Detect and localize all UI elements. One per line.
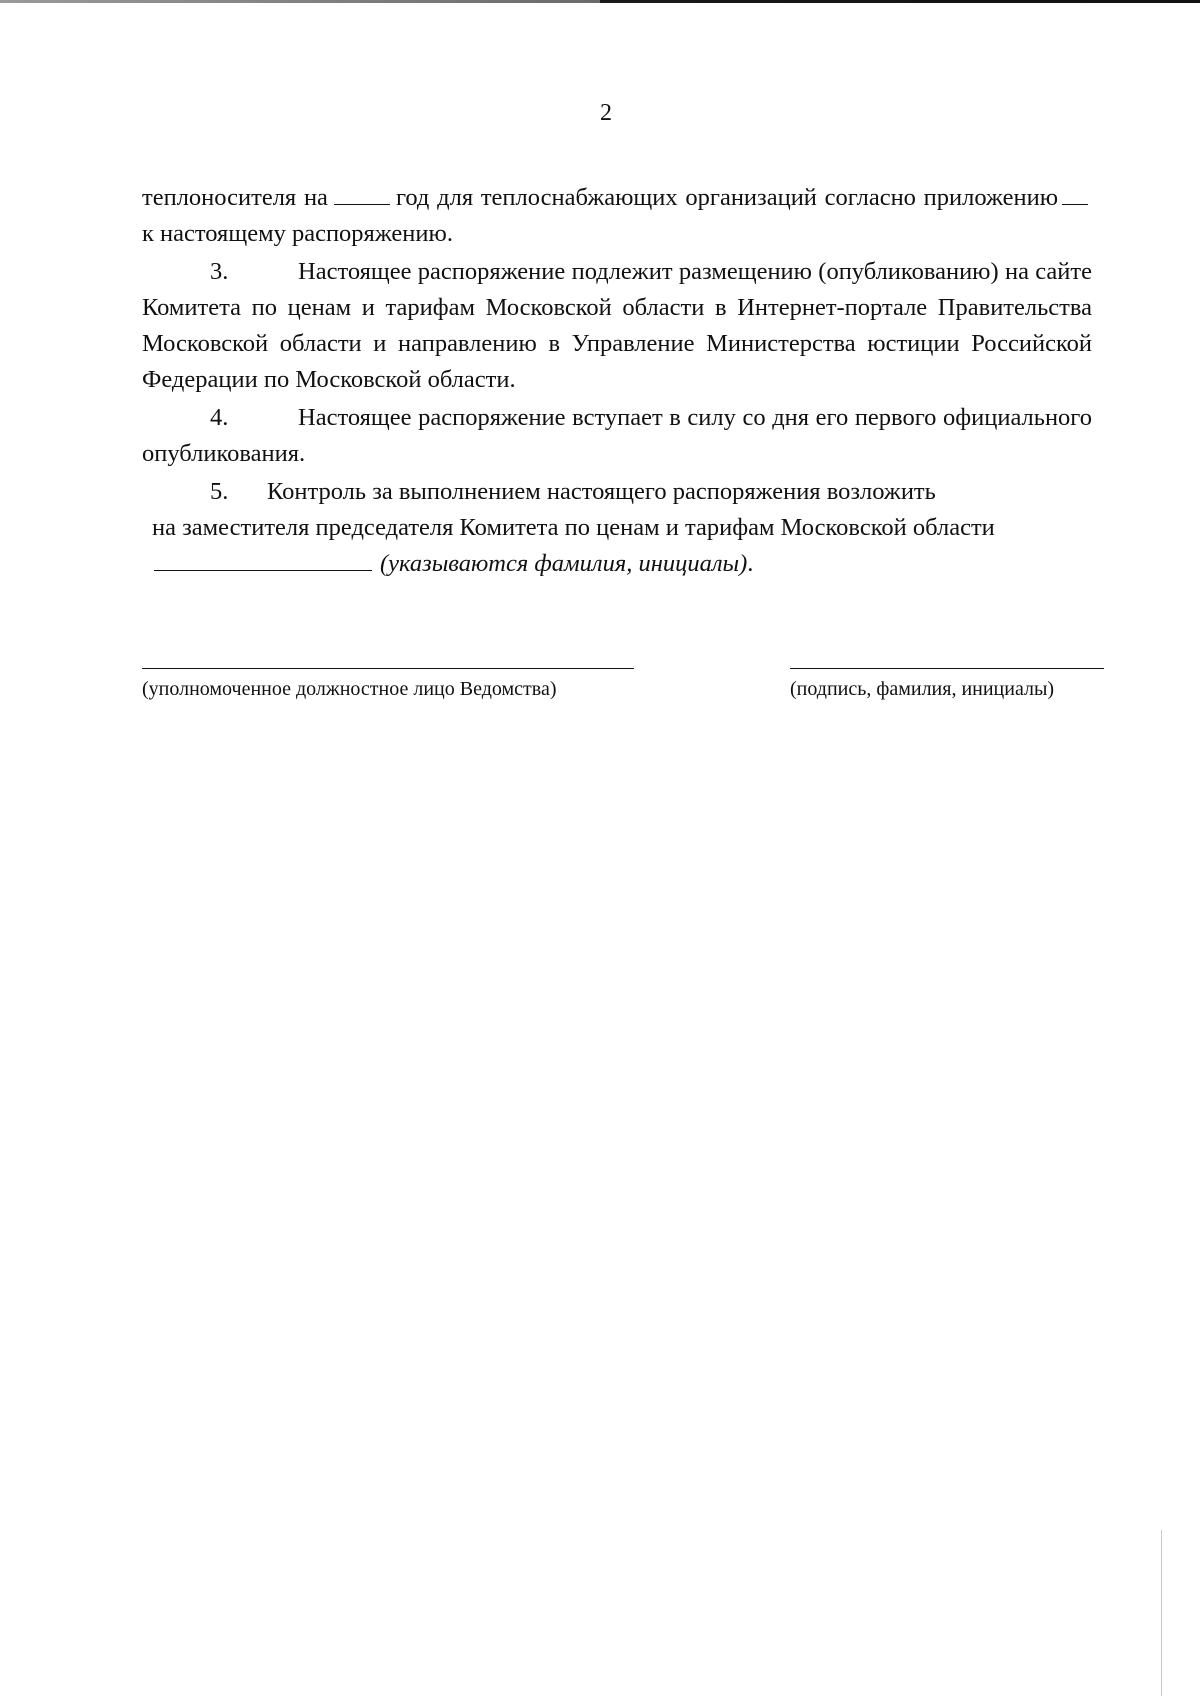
paragraph-number: 3. [210,258,229,285]
paragraph-text: к настоящему распоряжению. [142,220,453,247]
paragraph-4 [142,400,1092,472]
paragraph-5-line-2 [142,510,1092,546]
paragraph-number: 5. [210,478,229,505]
scan-right-edge-artifact [1161,1530,1162,1696]
document-body [142,180,1092,582]
appendix-number-blank-field [1062,182,1088,205]
official-caption: (уполномоченное должностное лицо Ведомства) [142,678,557,700]
official-signature-line [142,668,634,669]
paragraph-text: Настоящее распоряжение вступает в силу со дня его первого официального опубликования. [142,404,1092,467]
paragraph-text: год для теплоснабжающих организаций согласно приложению [395,184,1059,211]
scan-top-border [0,0,1200,3]
paragraph-text: Контроль за выполнением настоящего распоряжения возложить [267,478,936,505]
signature-name-line [790,668,1104,669]
paragraph-text: на заместителя председателя Комитета по ценам и тарифам Московской области [152,514,995,541]
paragraph-5-line-3 [142,546,1092,582]
paragraph-3 [142,254,1092,398]
paragraph-number: 4. [210,404,229,431]
signature-caption: (подпись, фамилия, инициалы) [790,678,1055,700]
page-number: 2 [600,100,612,126]
paragraph-text: теплоносителя на [142,184,328,211]
instruction-note: (указываются фамилия, инициалы) [380,550,748,577]
paragraph-text: Настоящее распоряжение подлежит размещению (опубликованию) на сайте Комитета по ценам и тарифам Московской области в Интернет-портале Правительства Московской области и направлению в Управление Министерства юстиции Российской Федерации по Московской области. [142,258,1092,393]
sentence-end: . [747,550,754,577]
deputy-name-blank-field [154,548,372,571]
year-blank-field [334,182,390,205]
paragraph-continuation [142,180,1092,252]
paragraph-5 [142,474,1092,510]
